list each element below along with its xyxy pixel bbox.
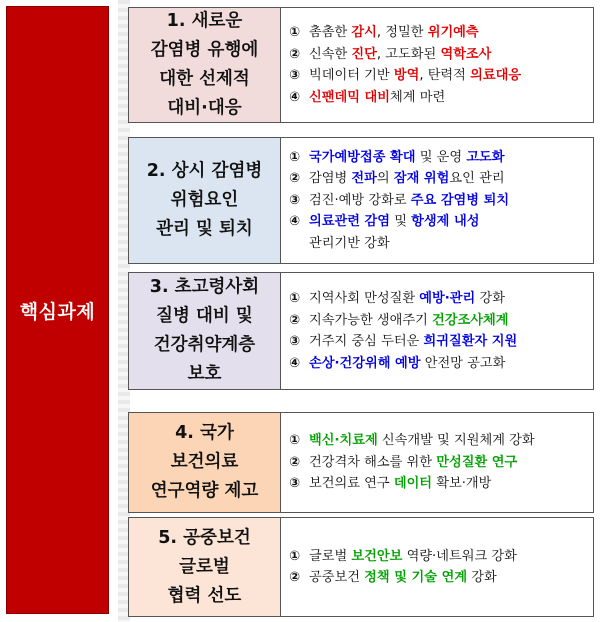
highlighted-text: 의료대응: [470, 68, 522, 83]
item-text: [309, 567, 497, 589]
task-1-title-cell: [129, 8, 281, 122]
task-box-4: [128, 412, 594, 513]
highlighted-text: 감시: [351, 25, 377, 40]
task-4-item: [289, 430, 587, 452]
item-text-segment: 의: [376, 171, 394, 187]
highlighted-text: 주요 감염병 퇴치: [410, 192, 510, 208]
task-1-title: 1. 새로운 감염병 유행에 대한 선제적 대비·대응: [150, 11, 259, 118]
task-1-item: [289, 65, 587, 87]
item-text-segment: , 정밀한: [376, 25, 428, 40]
item-text-segment: 공중보건: [309, 570, 365, 585]
item-number: ③: [289, 68, 301, 83]
item-number: ①: [289, 433, 301, 449]
item-text-segment: 보건의료 연구: [309, 476, 394, 492]
task-4-title-cell: [129, 413, 281, 512]
task-3-items: [281, 273, 593, 389]
highlighted-text: 만성질환 연구: [436, 454, 518, 470]
item-text: [309, 310, 508, 332]
task-2-items: [281, 138, 593, 263]
item-text-segment: 체계 마련: [390, 89, 446, 105]
task-2-item: [289, 211, 587, 233]
item-text: [309, 452, 517, 474]
item-text: [309, 44, 491, 66]
item-text-segment: 역량·네트워크 강화: [402, 548, 517, 564]
item-text-segment: 신속한: [309, 46, 352, 62]
item-number: ④: [289, 355, 301, 371]
item-text-segment: 지역사회 만성질환: [309, 291, 420, 306]
item-text-segment: 안전망 공고화: [420, 355, 506, 371]
highlighted-text: 잠재 위험: [393, 171, 450, 187]
task-5-item: [289, 546, 587, 568]
highlighted-text: 데이터: [393, 476, 433, 492]
highlighted-text: 항생제 내성: [411, 214, 480, 230]
highlighted-text: 건강조사체계: [432, 312, 509, 328]
item-text: [309, 190, 509, 212]
highlighted-text: 예방·관리: [419, 291, 476, 306]
core-tasks-label: 핵심과제: [19, 300, 96, 323]
highlighted-text: 백신·치료제: [309, 433, 378, 449]
item-text-segment: 및: [390, 214, 412, 230]
item-text-segment: 글로벌: [309, 548, 352, 564]
item-text-segment: 빅데이터 기반: [309, 68, 394, 83]
highlighted-text: 방역: [393, 68, 420, 83]
task-5-items: [281, 518, 593, 616]
item-text-segment: 요인 관리: [449, 171, 505, 187]
task-2-title-cell: [129, 138, 281, 263]
highlighted-text: 손상·건강위해 예방: [309, 355, 421, 371]
highlighted-text: 고도화: [466, 149, 505, 165]
highlighted-text: 진단: [351, 46, 377, 62]
item-number: ③: [289, 334, 301, 349]
highlighted-text: 희귀질환자 지원: [423, 334, 518, 349]
item-text-segment: 강화: [475, 291, 505, 306]
item-text-segment: 신속개발 및 지원체계 강화: [377, 433, 535, 449]
task-box-3: [128, 272, 594, 390]
task-3-item: [289, 310, 587, 332]
item-number: ①: [289, 149, 301, 165]
item-text: [309, 546, 517, 568]
task-1-item: [289, 44, 587, 66]
item-text: [309, 430, 535, 452]
task-3-item: [289, 288, 587, 310]
item-number: ④: [289, 214, 301, 230]
item-text: [309, 331, 517, 353]
item-number: ②: [289, 454, 301, 470]
task-box-5: [128, 517, 594, 617]
task-box-1: [128, 7, 594, 123]
task-5-title: 5. 공중보건 글로벌 협력 선도: [158, 527, 251, 606]
task-4-item: [289, 452, 587, 474]
item-number: ①: [289, 291, 301, 306]
item-number: ④: [289, 89, 301, 105]
highlighted-text: 위기예측: [427, 25, 479, 40]
item-text-segment: 및 운영: [415, 149, 467, 165]
item-text: [309, 22, 479, 44]
item-text: [309, 87, 445, 109]
item-text: [309, 211, 479, 233]
item-text: [309, 233, 390, 255]
highlighted-text: 정책 및 기술 연계: [364, 570, 468, 585]
item-text-segment: 거주지 중심 두터운: [309, 334, 424, 349]
item-text: [309, 353, 505, 375]
item-text-segment: 관리기반 강화: [309, 235, 390, 251]
item-text-segment: 촘촘한: [309, 25, 352, 40]
item-text-segment: 확보·개방: [432, 476, 492, 492]
item-text-segment: , 탄력적: [419, 68, 471, 83]
item-text-segment: 감염병: [309, 171, 352, 187]
item-number: ③: [289, 192, 301, 208]
task-box-2: [128, 137, 594, 264]
task-3-item: [289, 331, 587, 353]
task-1-item: [289, 22, 587, 44]
task-1-items: [281, 8, 593, 122]
task-2-item: [289, 147, 587, 169]
task-3-title: 3. 초고령사회 질병 대비 및 건강취약계층 보호: [149, 277, 260, 384]
highlighted-text: 보건안보: [351, 548, 403, 564]
highlighted-text: 의료관련 감염: [309, 214, 391, 230]
item-text: [309, 65, 521, 87]
item-text-segment: 강화: [467, 570, 497, 585]
task-2-title: 2. 상시 감염병 위험요인 관리 및 퇴치: [146, 161, 263, 239]
item-text: [309, 288, 505, 310]
task-4-item: [289, 473, 587, 495]
item-number: ②: [289, 171, 301, 187]
task-4-items: [281, 413, 593, 512]
task-2-item: [289, 233, 587, 255]
item-number: ①: [289, 548, 301, 564]
item-number: ②: [289, 46, 301, 62]
item-number: ③: [289, 476, 301, 492]
core-tasks-label-box: [6, 6, 109, 614]
highlighted-text: 전파: [351, 171, 377, 187]
task-2-item: [289, 168, 587, 190]
highlighted-text: 신팬데믹 대비: [309, 89, 391, 105]
task-3-title-cell: [129, 273, 281, 389]
item-text: [309, 473, 491, 495]
task-1-item: [289, 87, 587, 109]
item-text: [309, 168, 505, 190]
task-5-item: [289, 567, 587, 589]
highlighted-text: 국가예방접종 확대: [309, 149, 416, 165]
item-text: [309, 147, 505, 169]
item-text-segment: , 고도화된: [376, 46, 441, 62]
item-number: ①: [289, 25, 301, 40]
task-5-title-cell: [129, 518, 281, 616]
task-3-item: [289, 353, 587, 375]
highlighted-text: 역학조사: [440, 46, 492, 62]
item-number: ②: [289, 312, 301, 328]
item-text-segment: 검진·예방 강화로: [309, 192, 411, 208]
item-number: ②: [289, 570, 301, 585]
task-2-item: [289, 190, 587, 212]
task-4-title: 4. 국가 보건의료 연구역량 제고: [150, 423, 259, 501]
item-text-segment: 건강격차 해소를 위한: [309, 454, 437, 470]
item-text-segment: 지속가능한 생애주기: [309, 312, 433, 328]
